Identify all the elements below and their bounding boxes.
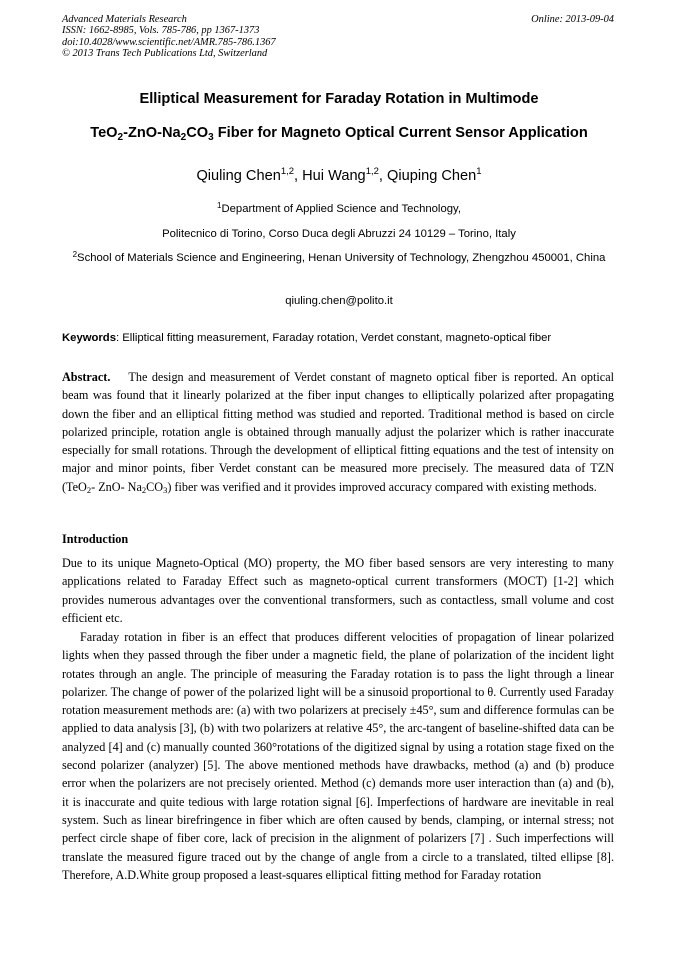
journal-header	[62, 14, 276, 60]
keywords	[62, 330, 618, 347]
doi-line: doi:10.4028/www.scientific.net/AMR.785-786.1367	[62, 36, 276, 48]
paper-title-line1: Elliptical Measurement for Faraday Rotation in Multimode	[139, 91, 539, 107]
keywords-text: : Elliptical fitting measurement, Faraday rotation, Verdet constant, magneto-optical fiber	[116, 332, 552, 344]
affiliation-2: $^2$School of Materials Science and Engineering, Henan University of Technology, Zhengzhou 450001, China	[72, 250, 606, 264]
author-list: Qiuling Chen$^{1,2}$, Hui Wang$^{1,2}$, Qiuping Chen$^1$	[196, 166, 482, 184]
author-2: , Hui Wang	[294, 168, 366, 184]
author-1: Qiuling Chen	[196, 168, 281, 184]
issn-line: ISSN: 1662-8985, Vols. 785-786, pp 1367-1373	[62, 25, 260, 37]
paper-title-line2: $TeO_2-ZnO-Na_2CO_3$ Fiber for Magneto Optical Current Sensor Application	[90, 125, 588, 143]
introduction-paragraph-1: Due to its unique Magneto-Optical (MO) property, the MO fiber based sensors are very interesting to many applications related to Faraday Effect such as magneto-optical current transformers (MOCT) [1-2] which provides numerous advantages over the conventional transformers, such as contactless, small volume and cost efficient etc.	[62, 556, 614, 625]
introduction-paragraph-2: Faraday rotation in fiber is an effect that produces different velocities of propagation of linear polarized lights when they passed through the fiber under a magnetic field, the plane of polarization of the incident light rotates through an angle. The principle of measuring the Faraday rotation is to pass the light through a linear polarizer. The change of power of the polarized light will be a sinusoid proportional to θ. Currently used Faraday rotation measurement methods are: (a) with two polarizers at precisely ±45°, sum and difference formulas can be applied to data analysis [3], (b) with two polarizers at relative 45°, the arc-tangent of baseline-shifted data can be analyzed [4] and (c) manually counted 360°rotations of the digitized signal by using a rotation stage fixed on the second polarizer (analyzer) [5]. The above mentioned methods have drawbacks, method (a) and (b) produce error when the polarizers are not precisely oriented. Method (c) demands more user interaction than (a) and (b), it is inaccurate and quite tedious with large rotation signal [6]. Imperfections of hardware are inevitable in real system. Such as linear birefringence in fiber which are often caused by bends, clamping, or internal stress; not perfect circle shape of fiber core, lack of precision in the alignment of polarizers [7] . Such imperfections will translate the measured figure traced out by the change of angle from a circle to a translated, tilted ellipse [8]. Therefore, A.D.White group proposed a least-squares elliptical fitting method for Faraday rotation	[62, 630, 614, 882]
abstract-label: Abstract.	[62, 370, 111, 384]
copyright-line: © 2013 Trans Tech Publications Ltd, Switzerland	[62, 48, 268, 60]
keywords-label: Keywords	[62, 332, 116, 344]
author-email: qiuling.chen@polito.it	[285, 295, 393, 307]
section-heading-introduction: Introduction	[62, 532, 129, 546]
author-3: , Qiuping Chen	[378, 168, 477, 184]
affiliation-1: $^1$Department of Applied Science and Technology,	[217, 201, 461, 215]
online-date: Online: 2013-09-04	[531, 14, 614, 25]
abstract: Abstract. The design and measurement of Verdet constant of magneto optical fiber is reported. An optical beam was found that it linearly polarized at the fiber input changes to elliptically polarized after propagating down the fiber and an elliptical fitting method was studied and reported. Traditional method is based on circle polarized principle, rotation angle is obtained through manually adjust the polarizer which is rather inaccurate especially for small rotations. Through the development of elliptical fitting equations and the test of intensity on major and minor points, fiber Verdet constant can be measured more precisely. The measured data of TZN (TeO$_2$- ZnO- $Na_2CO_3$) fiber was verified and it provides improved accuracy compared with existing methods.	[62, 370, 614, 495]
affiliation-1-address: Politecnico di Torino, Corso Duca degli Abruzzi 24 10129 – Torino, Italy	[162, 228, 516, 240]
journal-name: Advanced Materials Research	[62, 14, 187, 25]
